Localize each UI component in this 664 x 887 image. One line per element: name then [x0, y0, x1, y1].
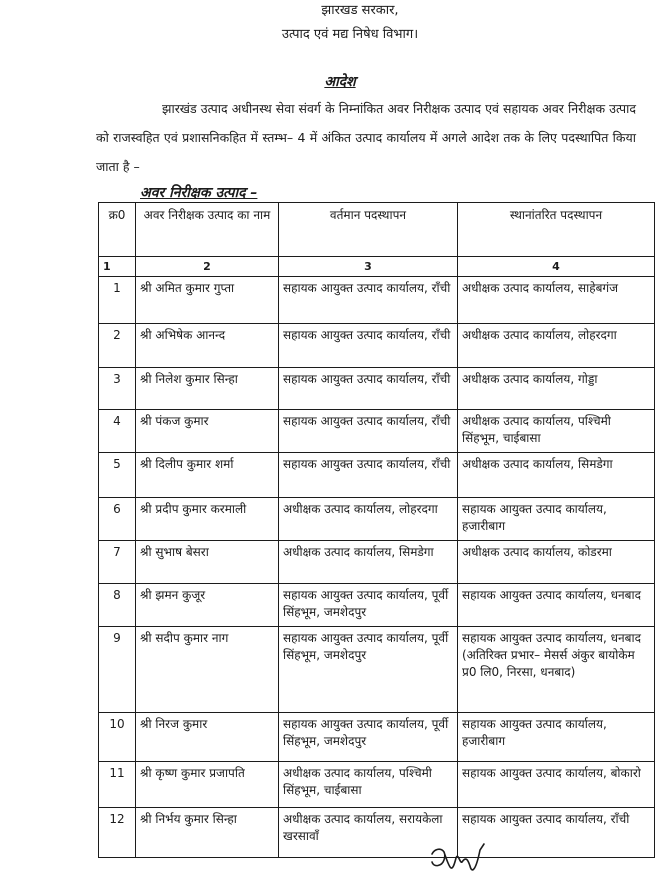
- transferred-posting-cell: अधीक्षक उत्पाद कार्यालय, लोहरदगा: [458, 324, 655, 368]
- serial-number-cell: 9: [99, 627, 136, 713]
- serial-number-cell: 8: [99, 584, 136, 627]
- serial-number-cell: 2: [99, 324, 136, 368]
- signature-mark-icon: [426, 840, 496, 884]
- name-cell: श्री पंकज कुमार: [136, 410, 279, 453]
- table-body: [99, 277, 655, 858]
- serial-number-cell: 1: [99, 277, 136, 324]
- name-cell: श्री कृष्ण कुमार प्रजापति: [136, 762, 279, 808]
- serial-number-cell: 5: [99, 453, 136, 498]
- transferred-posting-cell: अधीक्षक उत्पाद कार्यालय, गोड्डा: [458, 368, 655, 410]
- current-posting-cell: सहायक आयुक्त उत्पाद कार्यालय, राँची: [279, 277, 458, 324]
- department-header: उत्पाद एवं मद्य निषेध विभाग।: [281, 27, 419, 42]
- name-cell: श्री झमन कुजूर: [136, 584, 279, 627]
- table-row: [99, 762, 655, 808]
- table-row: [99, 410, 655, 453]
- transferred-posting-cell: सहायक आयुक्त उत्पाद कार्यालय, धनबाद: [458, 584, 655, 627]
- current-posting-cell: सहायक आयुक्त उत्पाद कार्यालय, राँची: [279, 410, 458, 453]
- table-row: [99, 368, 655, 410]
- table-column-number-row: [99, 257, 655, 277]
- table-header-row: [99, 203, 655, 257]
- current-posting-cell: अधीक्षक उत्पाद कार्यालय, पश्चिमी सिंहभूम, चाईबासा: [279, 762, 458, 808]
- serial-number-cell: 4: [99, 410, 136, 453]
- name-cell: श्री निर्भय कुमार सिन्हा: [136, 808, 279, 858]
- name-cell: श्री निरज कुमार: [136, 713, 279, 762]
- current-posting-cell: सहायक आयुक्त उत्पाद कार्यालय, राँची: [279, 453, 458, 498]
- name-cell: श्री निलेश कुमार सिन्हा: [136, 368, 279, 410]
- current-posting-cell: सहायक आयुक्त उत्पाद कार्यालय, पूर्वी सिंहभूम, जमशेदपुर: [279, 627, 458, 713]
- name-cell: श्री प्रदीप कुमार करमाली: [136, 498, 279, 541]
- order-paragraph-text: झारखंड उत्पाद अधीनस्थ सेवा संवर्ग के निम्नांकित अवर निरीक्षक उत्पाद एवं सहायक अवर निरीक्षक उत्पाद को राजस्वहित एवं प्रशासनिकहित में स्तम्भ– 4 में अंकित उत्पाद कार्यालय में अगले आदेश तक के लिए पदस्थापित किया जाता है –: [96, 101, 636, 174]
- transferred-posting-cell: अधीक्षक उत्पाद कार्यालय, पश्चिमी सिंहभूम, चाईबासा: [458, 410, 655, 453]
- serial-number-cell: 3: [99, 368, 136, 410]
- table-row: [99, 808, 655, 858]
- section-title: अवर निरीक्षक उत्पाद –: [140, 185, 258, 201]
- col-header-transferred: स्थानांतरित पदस्थापन: [458, 203, 655, 257]
- col-header-sn: क्र0: [99, 203, 136, 257]
- col-header-current: वर्तमान पदस्थापन: [279, 203, 458, 257]
- serial-number-cell: 12: [99, 808, 136, 858]
- name-cell: श्री दिलीप कुमार शर्मा: [136, 453, 279, 498]
- transferred-posting-cell: सहायक आयुक्त उत्पाद कार्यालय, धनबाद (अतिरिक्त प्रभार– मेसर्स अंकुर बायोकेम प्र0 लि0, निरसा, धनबाद): [458, 627, 655, 713]
- transferred-posting-cell: सहायक आयुक्त उत्पाद कार्यालय, हजारीबाग: [458, 713, 655, 762]
- serial-number-cell: 7: [99, 541, 136, 584]
- current-posting-cell: सहायक आयुक्त उत्पाद कार्यालय, पूर्वी सिंहभूम, जमशेदपुर: [279, 584, 458, 627]
- transfer-table: [98, 202, 655, 858]
- table-row: [99, 498, 655, 541]
- table-row: [99, 584, 655, 627]
- current-posting-cell: सहायक आयुक्त उत्पाद कार्यालय, पूर्वी सिंहभूम, जमशेदपुर: [279, 713, 458, 762]
- transferred-posting-cell: सहायक आयुक्त उत्पाद कार्यालय, हजारीबाग: [458, 498, 655, 541]
- serial-number-cell: 11: [99, 762, 136, 808]
- government-header: झारखड सरकार,: [321, 3, 399, 18]
- name-cell: श्री सदीप कुमार नाग: [136, 627, 279, 713]
- table-row: [99, 541, 655, 584]
- serial-number-cell: 6: [99, 498, 136, 541]
- serial-number-cell: 10: [99, 713, 136, 762]
- current-posting-cell: अधीक्षक उत्पाद कार्यालय, सरायकेला खरसावाँ: [279, 808, 458, 858]
- current-posting-cell: अधीक्षक उत्पाद कार्यालय, लोहरदगा: [279, 498, 458, 541]
- current-posting-cell: सहायक आयुक्त उत्पाद कार्यालय, राँची: [279, 368, 458, 410]
- col-number: 1: [99, 257, 136, 277]
- name-cell: श्री अभिषेक आनन्द: [136, 324, 279, 368]
- table-row: [99, 453, 655, 498]
- order-paragraph: [96, 94, 636, 181]
- transferred-posting-cell: सहायक आयुक्त उत्पाद कार्यालय, राँची: [458, 808, 655, 858]
- table-row: [99, 324, 655, 368]
- order-title: आदेश: [324, 74, 356, 90]
- current-posting-cell: अधीक्षक उत्पाद कार्यालय, सिमडेगा: [279, 541, 458, 584]
- transferred-posting-cell: सहायक आयुक्त उत्पाद कार्यालय, बोकारो: [458, 762, 655, 808]
- col-header-name: अवर निरीक्षक उत्पाद का नाम: [136, 203, 279, 257]
- table-row: [99, 277, 655, 324]
- name-cell: श्री सुभाष बेसरा: [136, 541, 279, 584]
- current-posting-cell: सहायक आयुक्त उत्पाद कार्यालय, राँची: [279, 324, 458, 368]
- name-cell: श्री अमित कुमार गुप्ता: [136, 277, 279, 324]
- table-row: [99, 627, 655, 713]
- col-number: 4: [458, 257, 655, 277]
- transferred-posting-cell: अधीक्षक उत्पाद कार्यालय, साहेबगंज: [458, 277, 655, 324]
- transferred-posting-cell: अधीक्षक उत्पाद कार्यालय, सिमडेगा: [458, 453, 655, 498]
- table-row: [99, 713, 655, 762]
- col-number: 3: [279, 257, 458, 277]
- transferred-posting-cell: अधीक्षक उत्पाद कार्यालय, कोडरमा: [458, 541, 655, 584]
- col-number: 2: [136, 257, 279, 277]
